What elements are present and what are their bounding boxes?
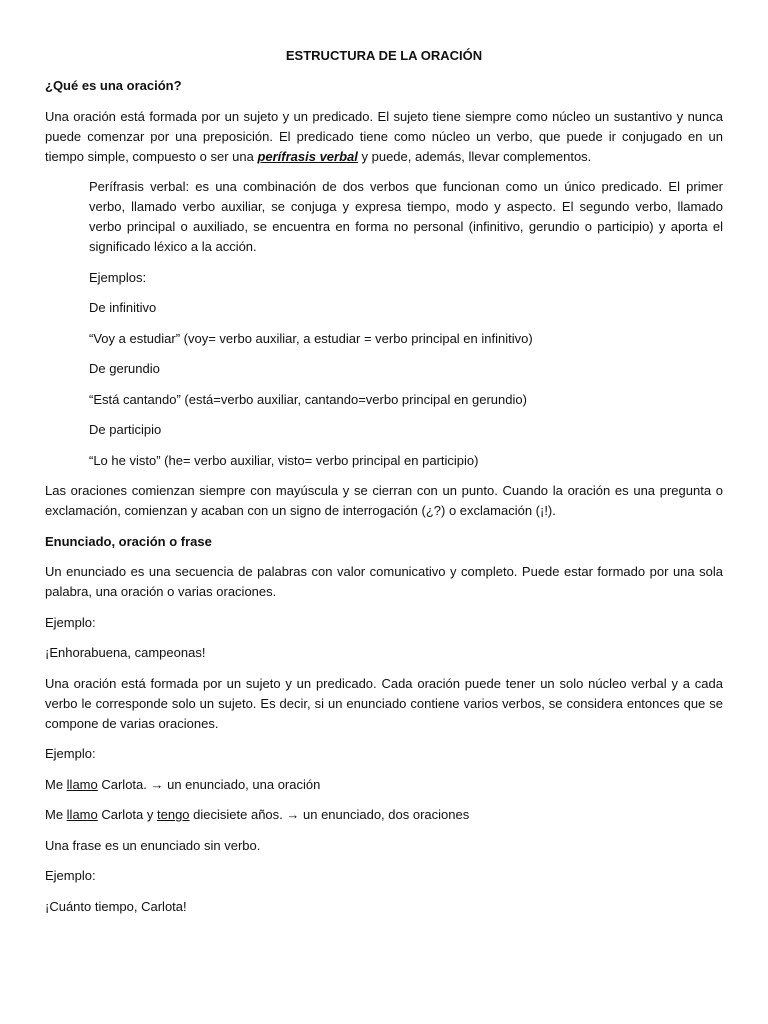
enunciado-paragraph: Un enunciado es una secuencia de palabras con valor comunicativo y completo. Puede estar formado por una sola palabra, una oración o varias oraciones.	[45, 564, 723, 599]
example-type-infinitivo: De infinitivo	[89, 300, 157, 315]
punctuation-paragraph: Las oraciones comienzan siempre con mayúscula y se cierran con un punto. Cuando la oración es una pregunta o exclamación, comienzan y acaban con un signo de interrogación (¿?) o exclamación (¡!).	[45, 483, 723, 518]
example-text-infinitivo: “Voy a estudiar” (voy= verbo auxiliar, a estudiar = verbo principal en infinitivo)	[89, 330, 533, 346]
line1-pre: Me	[45, 776, 67, 792]
intro-paragraph	[45, 107, 723, 167]
example-label-3: Ejemplo:	[45, 868, 96, 883]
verb-tengo: tengo	[157, 807, 190, 822]
intro-text-before: Una oración está formada por un sujeto y un predicado. El sujeto tiene siempre como núcleo un sustantivo y nunca puede comenzar por una preposición. El predicado tiene como núcleo un verbo, que puede ir conjugado en un tiempo simple, compuesto o ser una	[45, 108, 723, 164]
frase-paragraph: Una frase es un enunciado sin verbo.	[45, 837, 261, 853]
verb-llamo-2: llamo	[66, 807, 98, 822]
section-heading-oracion: ¿Qué es una oración?	[45, 78, 182, 93]
example-type-gerundio: De gerundio	[89, 361, 160, 376]
example-label-2: Ejemplo:	[45, 746, 96, 761]
perifrasis-definition: Perífrasis verbal: es una combinación de dos verbos que funcionan como un único predicado. El primer verbo, llamado verbo auxiliar, se conjuga y expresa tiempo, modo y aspecto. El segundo verbo, llamado verbo principal o auxiliado, se encuentra en forma no personal (infinitivo, gerundio o participio) y aporta el significado léxico a la acción.	[89, 179, 723, 254]
example-cuanto-tiempo: ¡Cuánto tiempo, Carlota!	[45, 898, 187, 914]
example-text-gerundio: “Está cantando” (está=verbo auxiliar, cantando=verbo principal en gerundio)	[89, 391, 527, 407]
example-label-1: Ejemplo:	[45, 614, 96, 630]
verb-llamo: llamo	[66, 776, 98, 792]
line1-post: Carlota. → un enunciado, una oración	[97, 776, 321, 792]
intro-text-after: y puede, además, llevar complementos.	[357, 148, 592, 164]
perifrasis-term: perífrasis verbal	[257, 148, 358, 164]
example-type-participio: De participio	[89, 422, 162, 437]
example-line-one-sentence	[45, 775, 723, 795]
line2-pre: Me	[45, 807, 67, 822]
line2-post: diecisiete años. → un enunciado, dos oraciones	[189, 807, 470, 822]
examples-label: Ejemplos:	[89, 269, 147, 285]
example-line-two-sentences	[45, 805, 723, 825]
example-enhorabuena: ¡Enhorabuena, campeonas!	[45, 645, 206, 660]
line2-mid: Carlota y	[97, 807, 157, 822]
section-heading-enunciado: Enunciado, oración o frase	[45, 533, 212, 549]
document-title: ESTRUCTURA DE LA ORACIÓN	[285, 48, 483, 63]
document-body	[45, 46, 723, 927]
example-text-participio: “Lo he visto” (he= verbo auxiliar, visto= verbo principal en participio)	[89, 452, 479, 468]
oracion-paragraph: Una oración está formada por un sujeto y un predicado. Cada oración puede tener un solo núcleo verbal y a cada verbo le corresponde solo un sujeto. Es decir, si un enunciado contiene varios verbos, se considera entonces que se compone de varias oraciones.	[45, 675, 723, 731]
